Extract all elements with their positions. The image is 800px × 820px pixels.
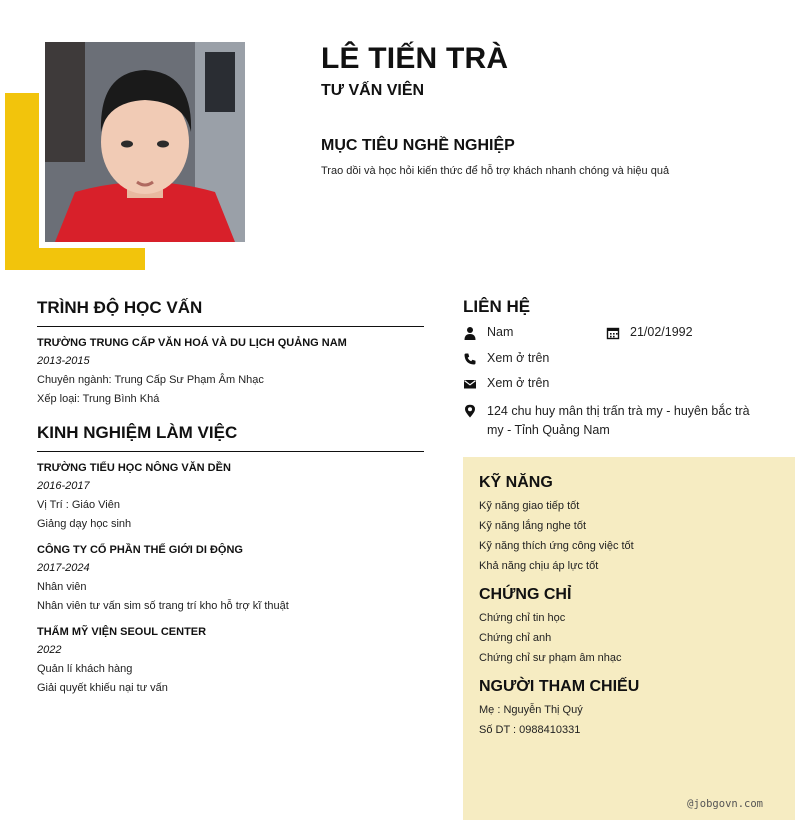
- experience-entry: [37, 626, 424, 694]
- experience-desc: Nhân viên tư vấn sim số trang trí kho hỗ trợ kĩ thuật: [37, 600, 289, 612]
- references-section: [479, 678, 779, 736]
- experience-entry: [37, 462, 424, 530]
- experience-desc: Giảng dạy học sinh: [37, 518, 132, 530]
- experience-entry: [37, 544, 424, 612]
- contact-birthday: [606, 325, 693, 340]
- person-icon: [463, 326, 477, 340]
- experience-heading: KINH NGHIỆM LÀM VIỆC: [37, 423, 424, 452]
- references-heading: NGƯỜI THAM CHIẾU: [479, 678, 640, 695]
- experience-period: 2016-2017: [37, 480, 90, 492]
- experience-company: THẨM MỸ VIỆN SEOUL CENTER: [37, 626, 207, 638]
- education-school: TRƯỜNG TRUNG CẤP VĂN HOÁ VÀ DU LỊCH QUẢNG NAM: [37, 337, 347, 349]
- contact-birthday-value: 21/02/1992: [630, 325, 693, 339]
- experience-role: Quản lí khách hàng: [37, 663, 133, 675]
- contact-gender: [463, 325, 513, 340]
- reference-item: Mẹ : Nguyễn Thị Quý: [479, 704, 583, 716]
- education-grade: Xếp loại: Trung Bình Khá: [37, 393, 160, 405]
- contact-address-value: 124 chu huy mân thị trấn trà my - huyên bắc trà my - Tỉnh Quảng Nam: [487, 404, 750, 437]
- experience-role: Vị Trí : Giáo Viên: [37, 499, 120, 511]
- certificate-item: Chứng chỉ anh: [479, 632, 552, 644]
- objective-heading: MỤC TIÊU NGHỀ NGHIỆP: [321, 137, 515, 154]
- location-pin-icon: [463, 404, 477, 418]
- education-major: Chuyên ngành: Trung Cấp Sư Phạm Âm Nhạc: [37, 374, 264, 386]
- phone-icon: [463, 352, 477, 366]
- experience-period: 2017-2024: [37, 562, 90, 574]
- experience-company: TRƯỜNG TIỂU HỌC NÔNG VĂN DỀN: [37, 462, 231, 474]
- candidate-title: TƯ VẤN VIÊN: [321, 82, 425, 99]
- experience-role: Nhân viên: [37, 581, 87, 593]
- skill-item: Kỹ năng lắng nghe tốt: [479, 520, 587, 532]
- skills-section: [479, 474, 779, 572]
- contact-phone: [463, 351, 549, 366]
- certificates-heading: CHỨNG CHỈ: [479, 586, 572, 603]
- left-column: [37, 298, 424, 698]
- certificate-item: Chứng chỉ tin học: [479, 612, 566, 624]
- contact-gender-value: Nam: [487, 325, 514, 339]
- calendar-icon: [606, 326, 620, 340]
- objective-text: Trao dồi và học hỏi kiến thức để hỗ trợ khách nhanh chóng và hiệu quả: [321, 165, 670, 177]
- certificates-section: [479, 586, 779, 664]
- skill-item: Kỹ năng thích ứng công việc tốt: [479, 540, 634, 552]
- experience-company: CÔNG TY CỔ PHẦN THẾ GIỚI DI ĐỘNG: [37, 544, 243, 556]
- skill-item: Khả năng chịu áp lực tốt: [479, 560, 599, 572]
- contact-email: [463, 376, 549, 391]
- candidate-name: LÊ TIẾN TRÀ: [321, 42, 509, 75]
- education-period: 2013-2015: [37, 355, 90, 367]
- skills-heading: KỸ NĂNG: [479, 474, 553, 491]
- contact-email-value: Xem ở trên: [487, 376, 550, 390]
- skill-item: Kỹ năng giao tiếp tốt: [479, 500, 580, 512]
- experience-period: 2022: [37, 644, 62, 656]
- side-panel: [463, 457, 795, 820]
- contact-heading: LIÊN HỆ: [463, 297, 531, 316]
- watermark: @jobgovn.com: [687, 798, 763, 810]
- profile-photo: [45, 42, 245, 242]
- education-entry: [37, 337, 424, 405]
- contact-address: [463, 402, 763, 440]
- reference-item: Số DT : 0988410331: [479, 724, 581, 736]
- mail-icon: [463, 377, 477, 391]
- contact-phone-value: Xem ở trên: [487, 351, 550, 365]
- education-heading: TRÌNH ĐỘ HỌC VẤN: [37, 298, 424, 327]
- certificate-item: Chứng chỉ sư phạm âm nhạc: [479, 652, 622, 664]
- experience-desc: Giải quyết khiếu nại tư vấn: [37, 682, 168, 694]
